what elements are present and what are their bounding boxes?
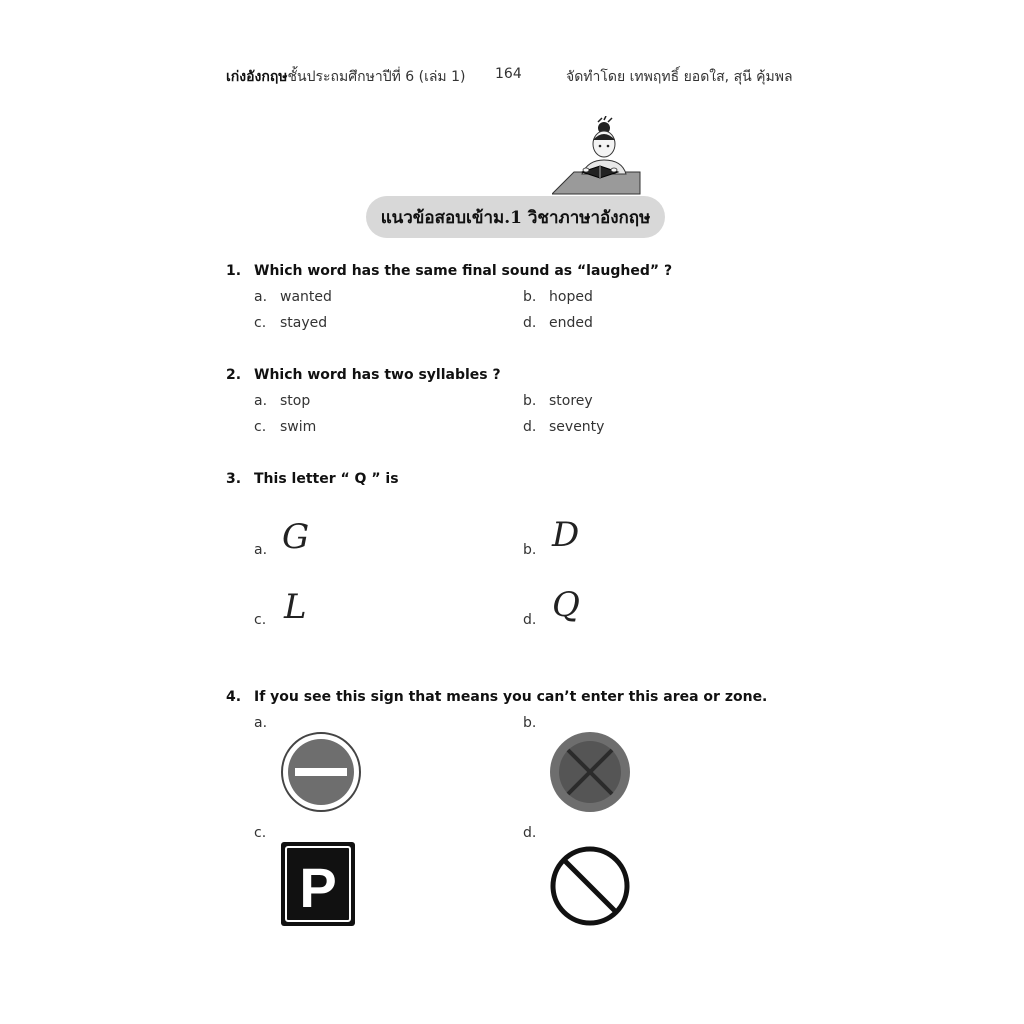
parking-sign-icon [280, 841, 356, 927]
question-number: 1. [226, 263, 242, 279]
question-text: If you see this sign that means you can’t enter this area or zone. [254, 689, 768, 705]
script-letter-q: Q [552, 585, 580, 625]
option-d[interactable] [523, 315, 593, 331]
option-letter: c. [254, 612, 267, 628]
option-text: stop [280, 393, 311, 409]
option-letter: b. [523, 715, 537, 731]
book-title-bold: เก่งอังกฤษ [226, 69, 288, 85]
question-text: Which word has the same final sound as “laughed” ? [254, 263, 673, 279]
option-text: swim [280, 419, 317, 435]
question-text: Which word has two syllables ? [254, 367, 501, 383]
option-letter: d. [523, 612, 537, 628]
option-b[interactable] [523, 289, 593, 305]
no-stopping-sign-icon [549, 731, 631, 813]
option-letter: b. [523, 289, 537, 305]
question-text: This letter “ Q ” is [254, 471, 399, 487]
option-b[interactable] [523, 393, 593, 409]
question-number: 4. [226, 689, 242, 705]
prohibition-sign-icon [549, 845, 631, 927]
section-title: แนวข้อสอบเข้าม.1 วิชาภาษาอังกฤษ [366, 196, 665, 238]
option-letter: c. [254, 825, 267, 841]
option-letter: a. [254, 542, 268, 558]
question-number: 2. [226, 367, 242, 383]
authors: จัดทำโดย เทพฤทธิ์ ยอดใส, สุนี คุ้มพล [566, 69, 793, 85]
option-d[interactable] [523, 419, 604, 435]
option-text: wanted [280, 289, 332, 305]
option-letter: c. [254, 315, 267, 331]
option-text: ended [549, 315, 593, 331]
book-title-rest: ชั้นประถมศึกษาปีที่ 6 (เล่ม 1) [287, 69, 466, 85]
option-letter: b. [523, 542, 537, 558]
option-letter: d. [523, 825, 537, 841]
option-letter: a. [254, 715, 268, 731]
page-header [0, 66, 1024, 86]
option-c[interactable] [254, 315, 327, 331]
option-text: storey [549, 393, 593, 409]
option-letter: a. [254, 393, 268, 409]
page-number: 164 [495, 66, 522, 82]
script-letter-l: L [284, 587, 307, 627]
option-c[interactable] [254, 419, 316, 435]
parking-letter: P [299, 856, 337, 919]
girl-reading-illustration [552, 116, 642, 200]
no-entry-sign-icon [280, 731, 362, 813]
question-number: 3. [226, 471, 242, 487]
book-title [226, 66, 465, 88]
script-letter-g: G [282, 517, 310, 557]
option-letter: a. [254, 289, 268, 305]
option-letter: c. [254, 419, 267, 435]
script-letter-d: D [552, 515, 580, 555]
option-a[interactable] [254, 289, 332, 305]
option-letter: d. [523, 315, 537, 331]
option-a[interactable] [254, 393, 310, 409]
option-text: hoped [549, 289, 593, 305]
option-text: seventy [549, 419, 605, 435]
option-letter: b. [523, 393, 537, 409]
option-letter: d. [523, 419, 537, 435]
option-text: stayed [280, 315, 328, 331]
